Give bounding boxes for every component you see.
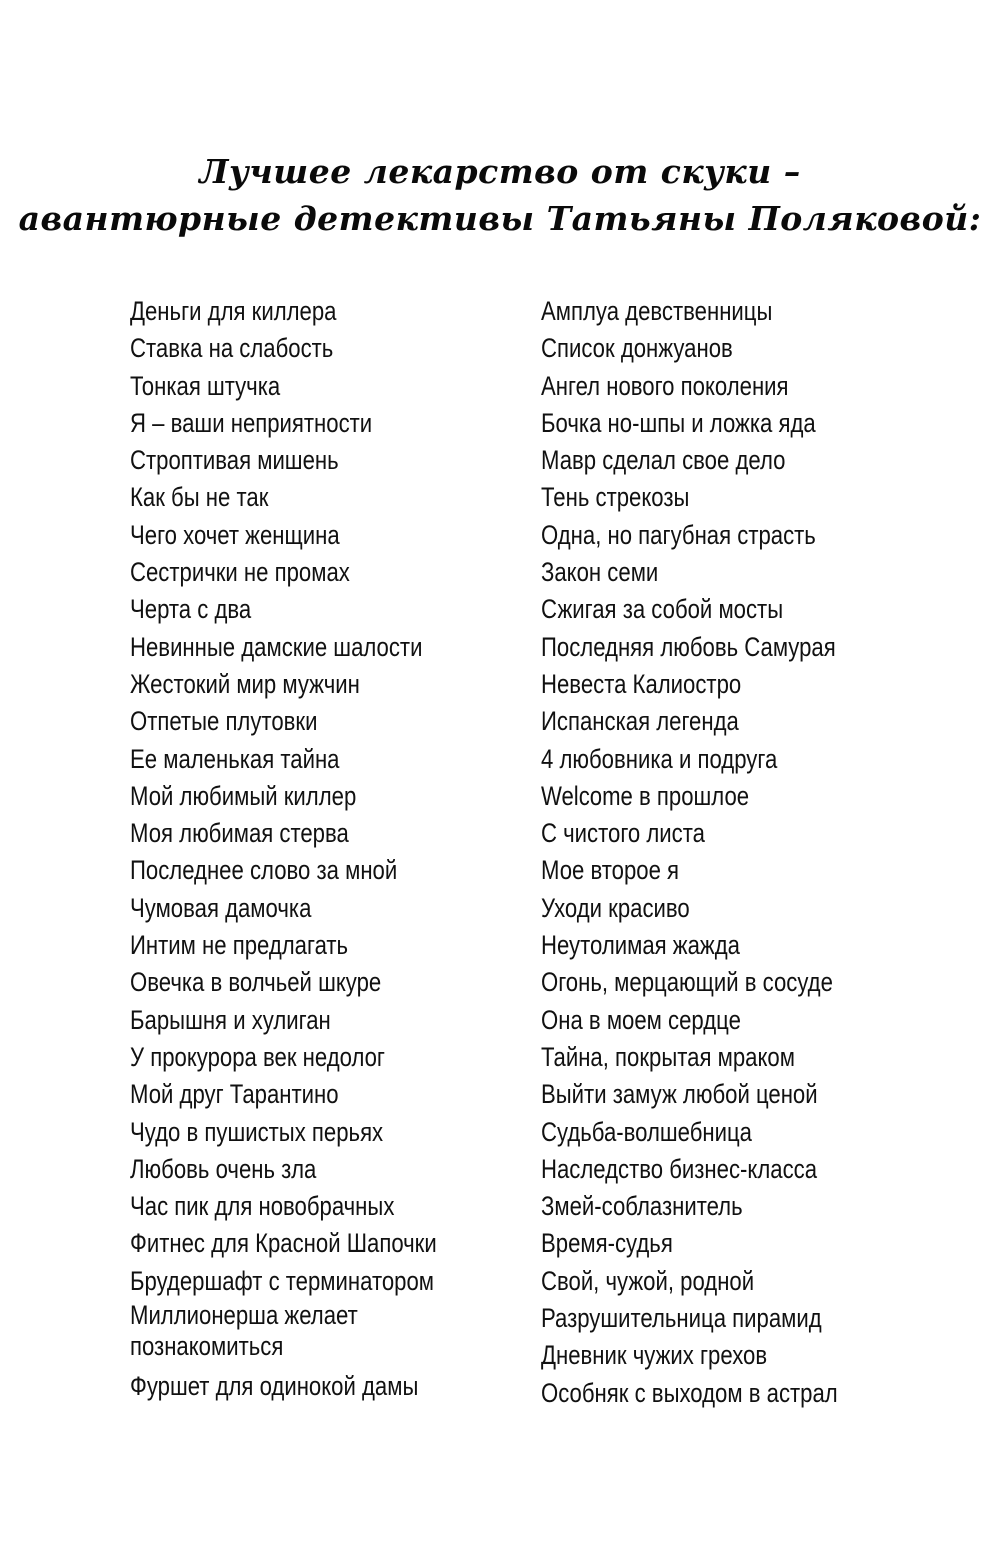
left-title-list (130, 293, 491, 1405)
list-item: Закон семи (541, 557, 659, 588)
list-item: Змей-соблазнитель (541, 1191, 743, 1222)
list-item: Ангел нового поколения (541, 370, 789, 401)
list-item: Она в моем сердце (541, 1004, 741, 1035)
list-item: Наследство бизнес-класса (541, 1153, 818, 1184)
list-item: Амплуа девственницы (541, 296, 773, 326)
list-item: Отпетые плутовки (130, 706, 318, 737)
list-item: Тайна, покрытая мраком (541, 1041, 795, 1072)
list-item: Сестрички не промах (130, 557, 350, 588)
list-item: Время-судья (541, 1228, 673, 1259)
list-item: Любовь очень зла (130, 1153, 317, 1184)
list-item: Особняк с выходом в астрал (541, 1377, 838, 1408)
list-item: Барышня и хулиган (130, 1004, 331, 1035)
list-item: Последняя любовь Самурая (541, 631, 836, 662)
list-item: С чистого листа (541, 818, 705, 849)
list-item: Чумовая дамочка (130, 892, 312, 923)
list-item: Фуршет для одинокой дамы (130, 1371, 419, 1402)
right-title-list (541, 293, 910, 1412)
list-item: Невинные дамские шалости (130, 631, 423, 662)
list-item: Огонь, мерцающий в сосуде (541, 967, 833, 998)
list-item: Мой любимый киллер (130, 780, 357, 811)
list-item: Моя любимая стерва (130, 818, 349, 849)
list-item: Строптивая мишень (130, 445, 339, 476)
list-item: Интим не предлагать (130, 930, 349, 961)
list-item: Тень стрекозы (541, 482, 690, 513)
list-item: 4 любовника и подруга (541, 743, 778, 774)
list-item: Брудершафт с терминатором (130, 1265, 435, 1296)
list-item: Выйти замуж любой ценой (541, 1079, 818, 1110)
page-heading (0, 148, 1000, 242)
list-item: Судьба-волшебница (541, 1116, 752, 1147)
list-item: Фитнес для Красной Шапочки (130, 1228, 437, 1259)
list-item: Жестокий мир мужчин (130, 668, 360, 699)
list-item: Последнее слово за мной (130, 855, 398, 886)
list-item: Мое второе я (541, 855, 680, 886)
list-item: Сжигая за собой мосты (541, 594, 784, 625)
list-item: У прокурора век недолог (130, 1041, 386, 1072)
list-item: Невеста Калиостро (541, 668, 742, 699)
list-item: Овечка в волчьей шкуре (130, 967, 382, 998)
list-item: Тонкая штучка (130, 370, 281, 401)
list-item: Я – ваши неприятности (130, 407, 373, 438)
list-item: Ставка на слабость (130, 333, 334, 364)
heading-line-2: авантюрные детективы Татьяны Поляковой: (18, 199, 982, 238)
list-item: Чего хочет женщина (130, 519, 340, 550)
list-item: Welcome в прошлое (541, 780, 750, 811)
list-item: Неутолимая жажда (541, 930, 740, 961)
list-item: Как бы не так (130, 482, 269, 513)
list-item: Разрушительница пирамид (541, 1303, 822, 1334)
list-item: Ее маленькая тайна (130, 743, 340, 774)
list-item: Свой, чужой, родной (541, 1265, 755, 1296)
list-item: Мой друг Тарантино (130, 1079, 339, 1110)
list-item: Черта с два (130, 594, 252, 625)
list-item: Мавр сделал свое дело (541, 445, 786, 476)
heading-line-1: Лучшее лекарство от скуки – (199, 152, 801, 191)
list-item: Бочка но-шпы и ложка яда (541, 407, 816, 438)
list-item: Час пик для новобрачных (130, 1191, 395, 1222)
list-item: Одна, но пагубная страсть (541, 519, 816, 550)
list-item: Список донжуанов (541, 333, 733, 364)
list-item: Испанская легенда (541, 706, 739, 737)
list-item: Деньги для киллера (130, 296, 337, 326)
list-item: Миллионерша желает познакомиться (130, 1300, 358, 1362)
list-item: Дневник чужих грехов (541, 1340, 768, 1371)
list-item: Уходи красиво (541, 892, 690, 923)
list-item: Чудо в пушистых перьях (130, 1116, 384, 1147)
